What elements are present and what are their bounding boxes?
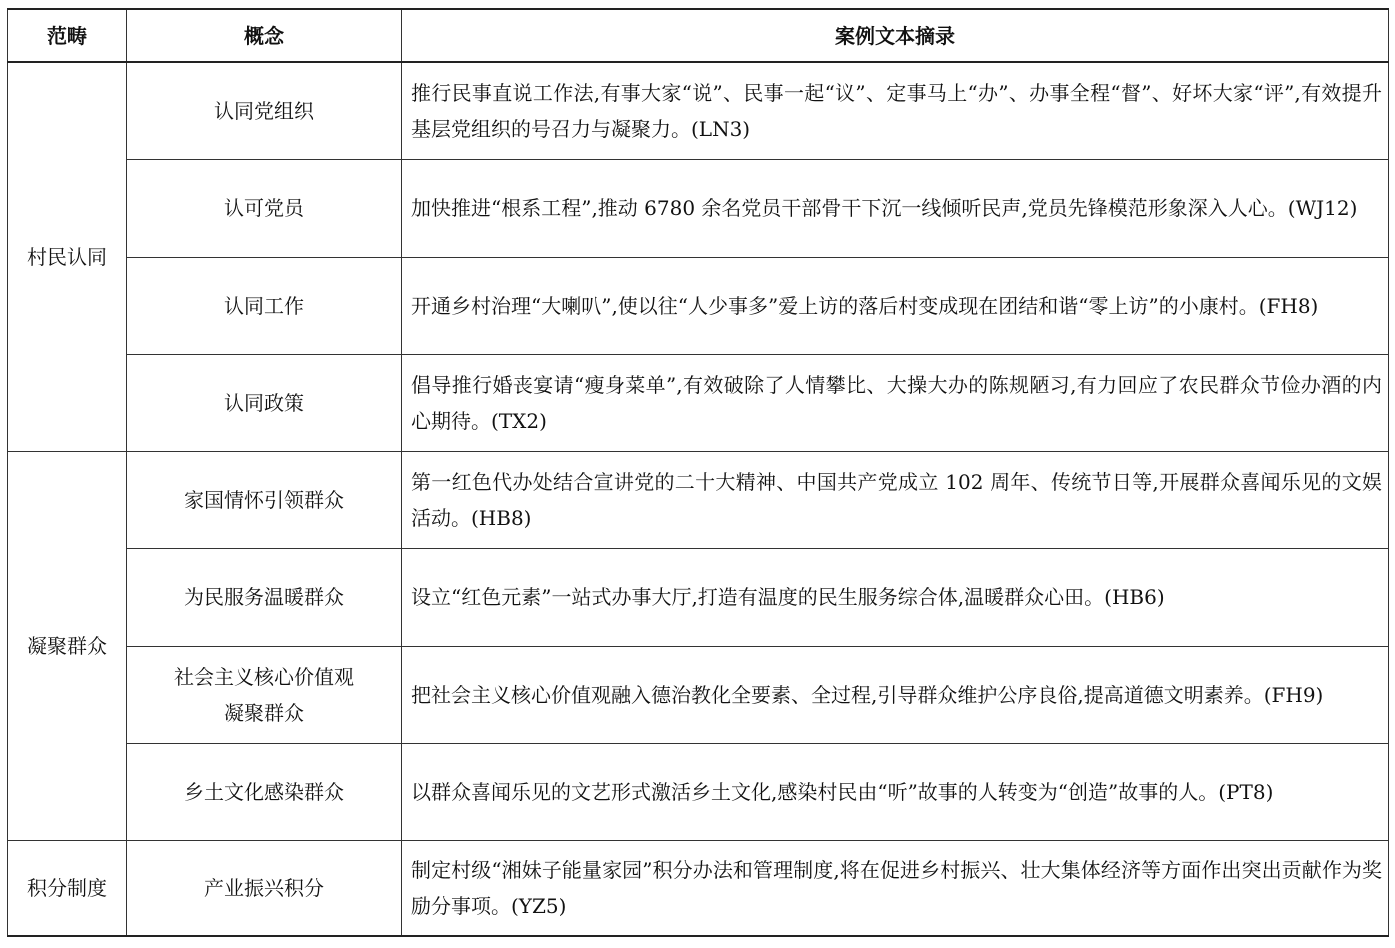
concept-cell: 产业振兴积分 — [127, 840, 402, 936]
concept-cell: 认同党组织 — [127, 62, 402, 159]
header-excerpt: 案例文本摘录 — [402, 9, 1389, 62]
concept-cell-two-line — [127, 646, 402, 743]
concept-cell: 认同工作 — [127, 257, 402, 354]
concept-cell: 家国情怀引领群众 — [127, 451, 402, 548]
case-excerpt-table — [7, 8, 1389, 937]
excerpt-cell: 第一红色代办处结合宣讲党的二十大精神、中国共产党成立 102 周年、传统节日等,开展群众喜闻乐见的文娱活动。(HB8) — [402, 451, 1389, 548]
excerpt-cell: 开通乡村治理“大喇叭”,使以往“人少事多”爱上访的落后村变成现在团结和谐“零上访”的小康村。(FH8) — [402, 257, 1389, 354]
table-row — [8, 257, 1389, 354]
table-row — [8, 743, 1389, 840]
excerpt-cell: 加快推进“根系工程”,推动 6780 余名党员干部骨干下沉一线倾听民声,党员先锋模范形象深入人心。(WJ12) — [402, 159, 1389, 257]
table-row — [8, 354, 1389, 451]
table-container — [7, 8, 1389, 937]
excerpt-cell: 推行民事直说工作法,有事大家“说”、民事一起“议”、定事马上“办”、办事全程“督”、好坏大家“评”,有效提升基层党组织的号召力与凝聚力。(LN3) — [402, 62, 1389, 159]
excerpt-cell: 设立“红色元素”一站式办事大厅,打造有温度的民生服务综合体,温暖群众心田。(HB6) — [402, 548, 1389, 646]
table-row — [8, 646, 1389, 743]
table-row — [8, 451, 1389, 548]
header-category: 范畴 — [8, 9, 127, 62]
concept-line: 社会主义核心价值观 — [174, 664, 354, 689]
excerpt-cell: 以群众喜闻乐见的文艺形式激活乡土文化,感染村民由“听”故事的人转变为“创造”故事的人。(PT8) — [402, 743, 1389, 840]
excerpt-cell: 制定村级“湘妹子能量家园”积分办法和管理制度,将在促进乡村振兴、壮大集体经济等方面作出突出贡献作为奖励分事项。(YZ5) — [402, 840, 1389, 936]
table-row — [8, 548, 1389, 646]
category-cell-unite-masses: 凝聚群众 — [8, 451, 127, 840]
header-concept: 概念 — [127, 9, 402, 62]
category-cell-points-system: 积分制度 — [8, 840, 127, 936]
concept-cell: 认同政策 — [127, 354, 402, 451]
excerpt-cell: 把社会主义核心价值观融入德治教化全要素、全过程,引导群众维护公序良俗,提高道德文明素养。(FH9) — [402, 646, 1389, 743]
concept-line: 凝聚群众 — [224, 700, 304, 725]
table-row — [8, 62, 1389, 159]
concept-cell: 为民服务温暖群众 — [127, 548, 402, 646]
concept-cell: 认可党员 — [127, 159, 402, 257]
table-row — [8, 159, 1389, 257]
category-cell-villager-identity: 村民认同 — [8, 62, 127, 451]
header-row — [8, 9, 1389, 62]
excerpt-cell: 倡导推行婚丧宴请“瘦身菜单”,有效破除了人情攀比、大操大办的陈规陋习,有力回应了农民群众节俭办酒的内心期待。(TX2) — [402, 354, 1389, 451]
table-row — [8, 840, 1389, 936]
concept-cell: 乡土文化感染群众 — [127, 743, 402, 840]
